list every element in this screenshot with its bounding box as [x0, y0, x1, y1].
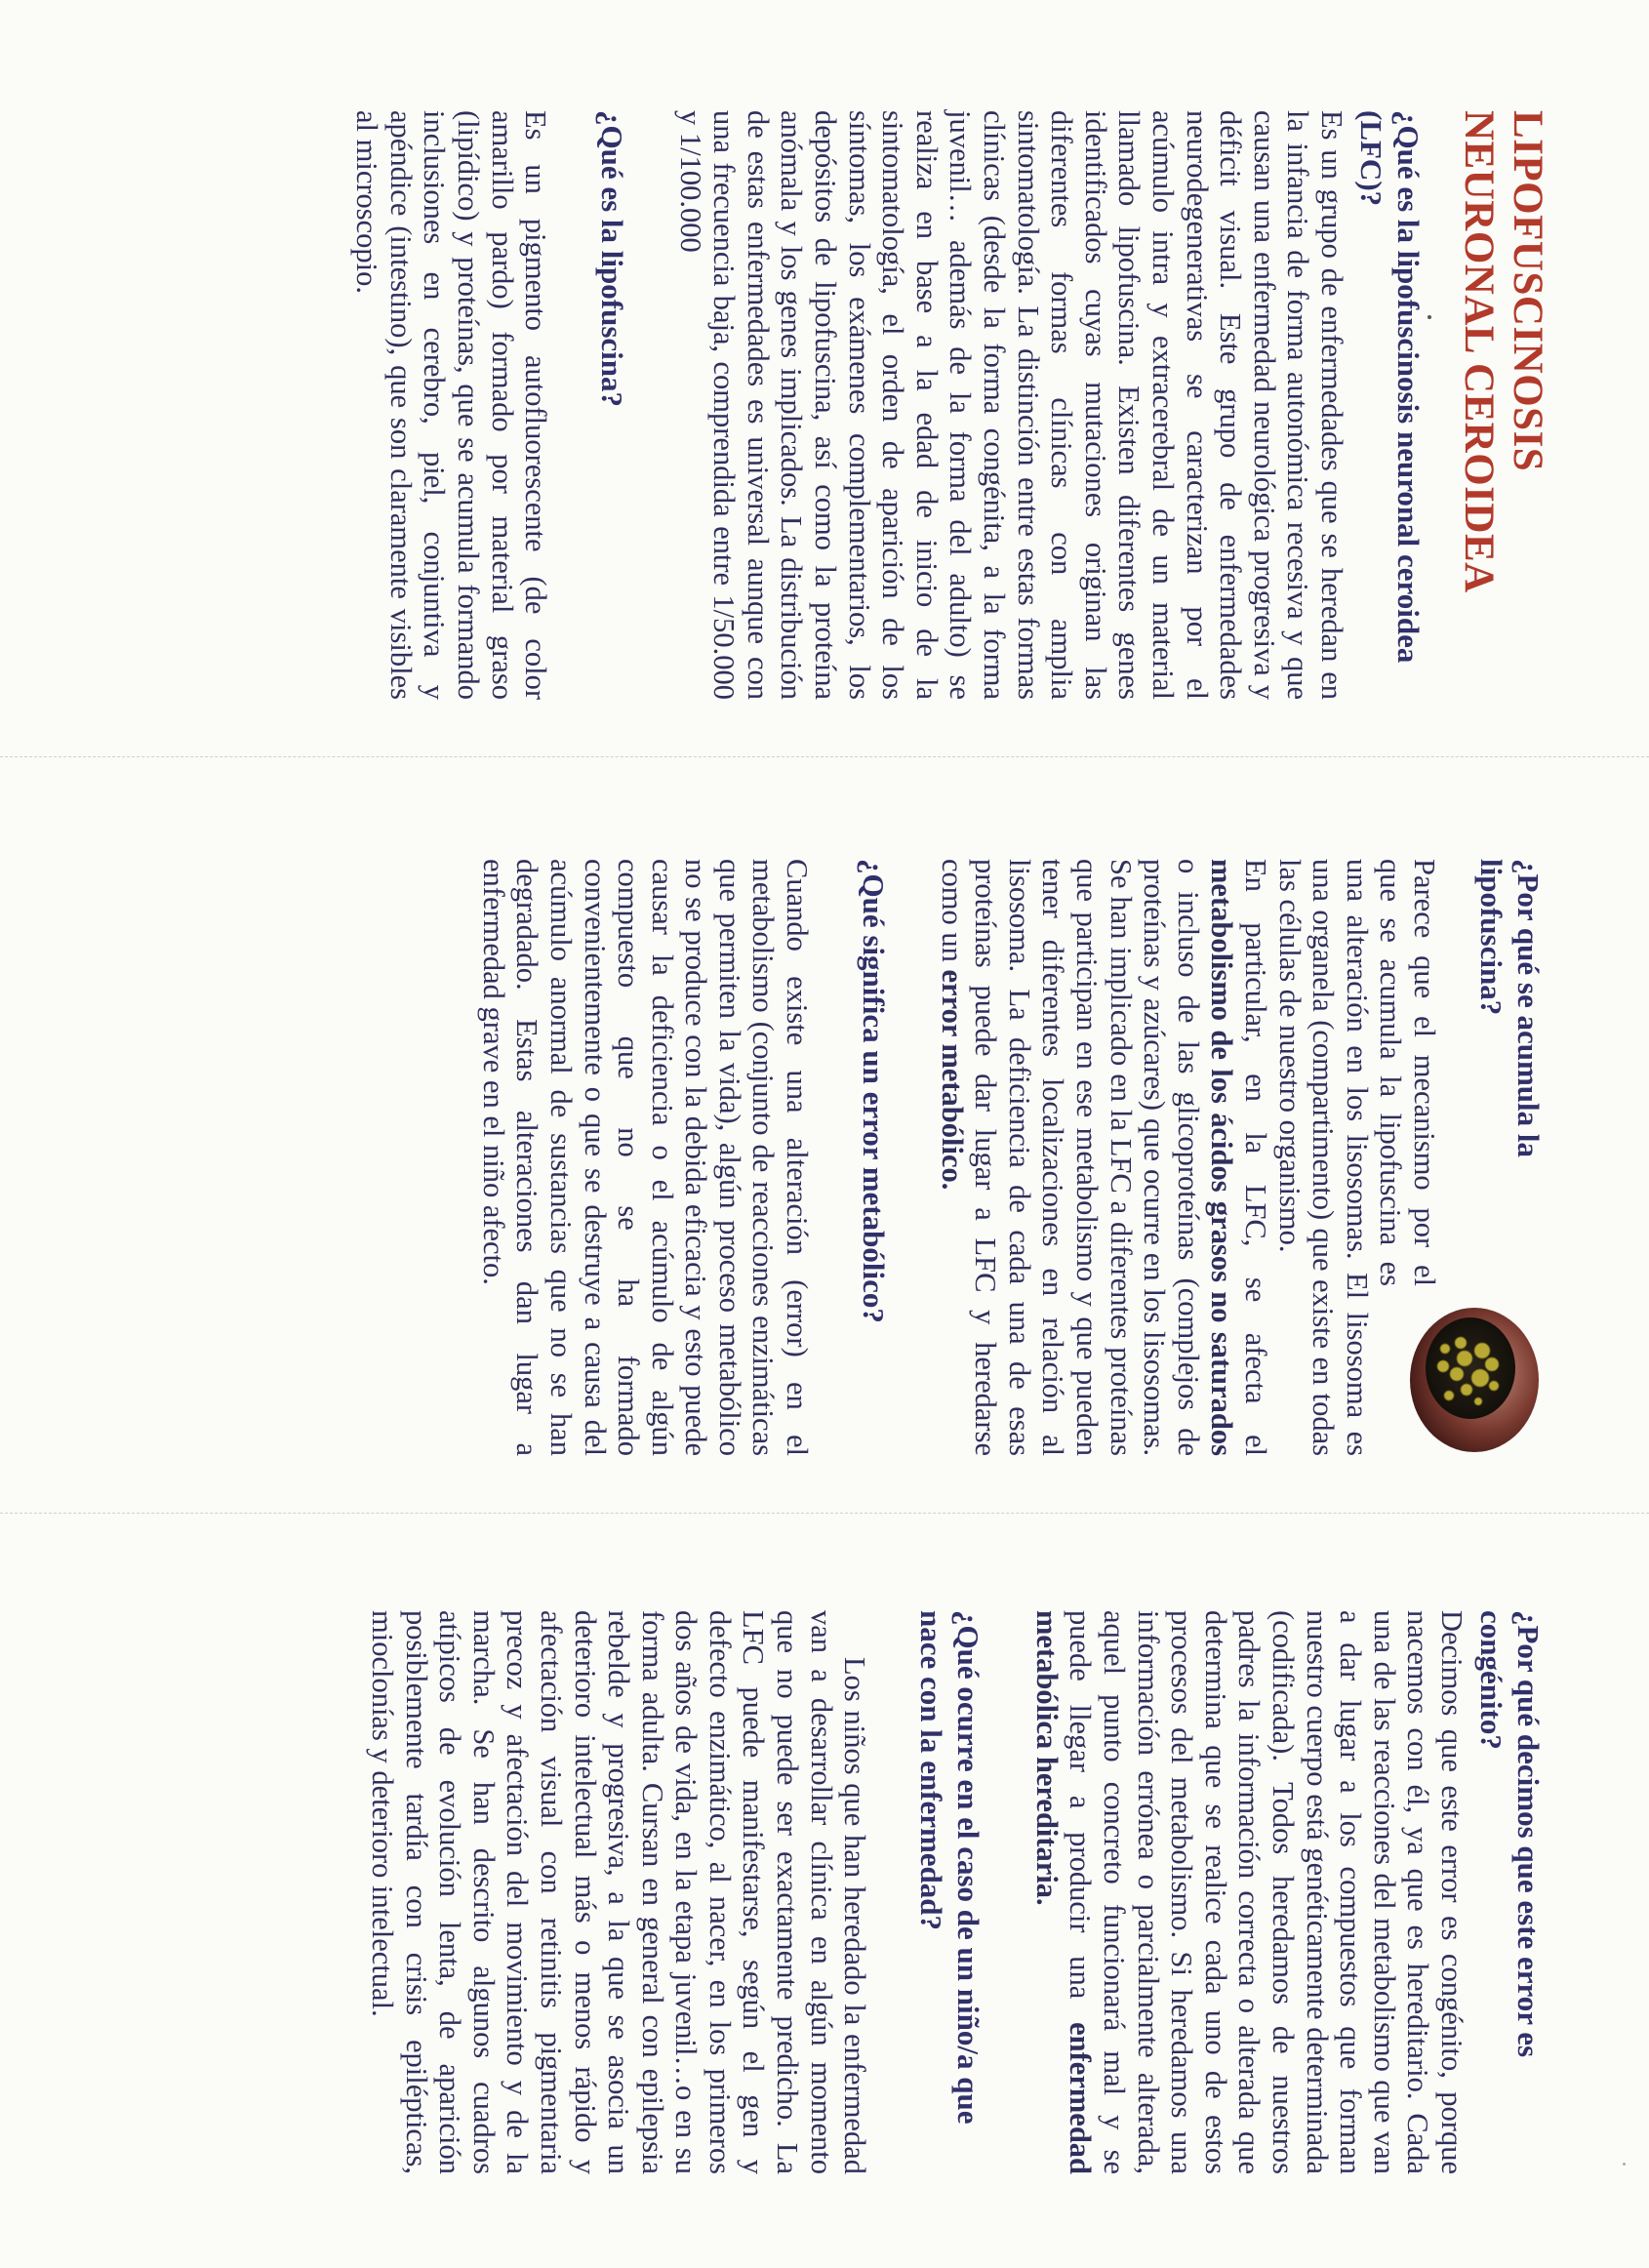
- panel-right: [0, 1513, 1649, 2268]
- heading-child-with-disease: ¿Qué ocurre en el caso de un niño/a que nace con la enfermedad?: [914, 1610, 986, 2125]
- panel-middle: [0, 756, 1649, 1513]
- paragraph-lysosome-mechanism: Parece que el mecanismo por el que se acumula la lipofuscina es una alteración en los lisosomas. El lisosoma es una organela (compartimento) que existe en todas las células de nuestro organismo.: [1272, 859, 1441, 1456]
- paragraph-lfc-metabolism: [935, 859, 1272, 1456]
- paragraph-congenital-explained: [1029, 1610, 1468, 2174]
- emphasis-metabolic-error: error metabólico.: [935, 969, 969, 1191]
- heading-why-congenital: ¿Por qué decimos que este error es congénito?: [1474, 1610, 1546, 2058]
- heading-metabolic-error: ¿Qué significa un error metabólico?: [857, 859, 892, 1323]
- text-segment: o incluso de las glicoproteínas (complejos de proteínas y azúcares) que ocurre en los lisosomas. Se han implicado en la LFC a diferentes proteínas que participan en ese metabolismo y que pueden tener diferentes localizaciones en relación al lisosoma. La deficiencia de cada una de esas proteínas puede dar lugar a LFC y heredarse como un: [935, 859, 1205, 1456]
- paragraph-lfc-definition: Es un grupo de enfermedades que se heredan en la infancia de forma autonómica recesiva y que causan una enfermedad neurológica progresiva y déficit visual. Este grupo de enfermedades neurodegenerativas se caracterizan por el acúmulo intra y extracerebral de un material llamado lipofuscina. Existen diferentes genes identificados cuyas mutaciones originan las diferentes formas clínicas con amplia sintomatología. La distinción entre estas formas clínicas (desde la forma congénita, a la forma juvenil… además de la forma del adulto) se realiza en base a la edad de inicio de la sintomatología, el orden de aparición de los síntomas, los exámenes complementarios, los depósitos de lipofuscina, así como la proteína anómala y los genes implicados. La distribución de estas enfermedades es universal aunque con una frecuencia baja, comprendida entre 1/50.000 y 1/100.000: [673, 110, 1348, 700]
- text-segment: Decimos que este error es congénito, porque nacemos con él, ya que es hereditario. Cada una de las reacciones del metabolismo que van a dar lugar a los compuestos que forman nuestro cuerpo está genéticamente determinada (codificada). Todos heredamos de nuestros padres la información correcta o alterada que determina que se realice cada uno de estos procesos del metabolismo. Si heredamos una información errónea o parcialmente alterada, aquel punto concreto funcionará mal y se puede llegar a producir una: [1064, 1610, 1468, 2174]
- cell-illustration-icon: [1404, 1300, 1550, 1456]
- paragraph-lipofuscin-definition: Es un pigmento autofluorescente (de color amarillo pardo) formado por material graso (lipídico) y proteínas, que se acumula formando inclusiones en cerebro, piel, conjuntiva y apéndice (intestino), que son claramente visibles al microscopio.: [350, 110, 553, 700]
- document-title: LIPOFUSCINOSIS NEURONAL CEROIDEA: [1456, 110, 1550, 593]
- emphasis-hereditary-disease: enfermedad metabólica hereditaria.: [1029, 1610, 1098, 2174]
- heading-why-accumulates: ¿Por qué se acumula la lipofuscina?: [1474, 859, 1546, 1157]
- heading-what-is-lipofuscin: ¿Qué es la lipofuscina?: [595, 110, 630, 408]
- paragraph-metabolic-error-explained: Cuando existe una alteración (error) en el metabolismo (conjunto de reacciones enzimáticas que permiten la vida), algún proceso metabólico no se produce con la debida eficacia y esto puede causar la deficiencia o el acúmulo de algún compuesto que no se ha formado convenientemente o que se destruye a causa del acúmulo anormal de sustancias que no se han degradado. Estas alteraciones dan lugar a enfermedad grave en el niño afecto.: [476, 859, 815, 1456]
- heading-what-is-lfc: ¿Qué es la lipofuscinosis neuronal ceroidea (LFC)?: [1354, 110, 1426, 664]
- panel-left: [0, 0, 1649, 756]
- paragraph-clinical-course: Los niños que han heredado la enfermedad van a desarrollar clínica en algún momento que no puede ser exactamente predicho. La LFC puede manifestarse, según el gen y defecto enzimático, al nacer, en los primeros dos años de vida, en la etapa juvenil…o en su forma adulta. Cursan en general con epilepsia rebelde y progresiva, a la que se asocia un deterioro intelectual más o menos rápido y afectación visual con retinitis pigmentaria precoz y afectación del movimiento y de la marcha. Se han descrito algunos cuadros atípicos de evolución lenta, de aparición posiblemente tardía con crisis epilépticas, mioclonías y deterioro intelectual.: [365, 1610, 872, 2174]
- text-segment: En particular, en la LFC, se afecta el: [1239, 859, 1273, 1456]
- emphasis-fatty-acids: metabolismo de los ácidos grasos no saturados: [1205, 859, 1239, 1456]
